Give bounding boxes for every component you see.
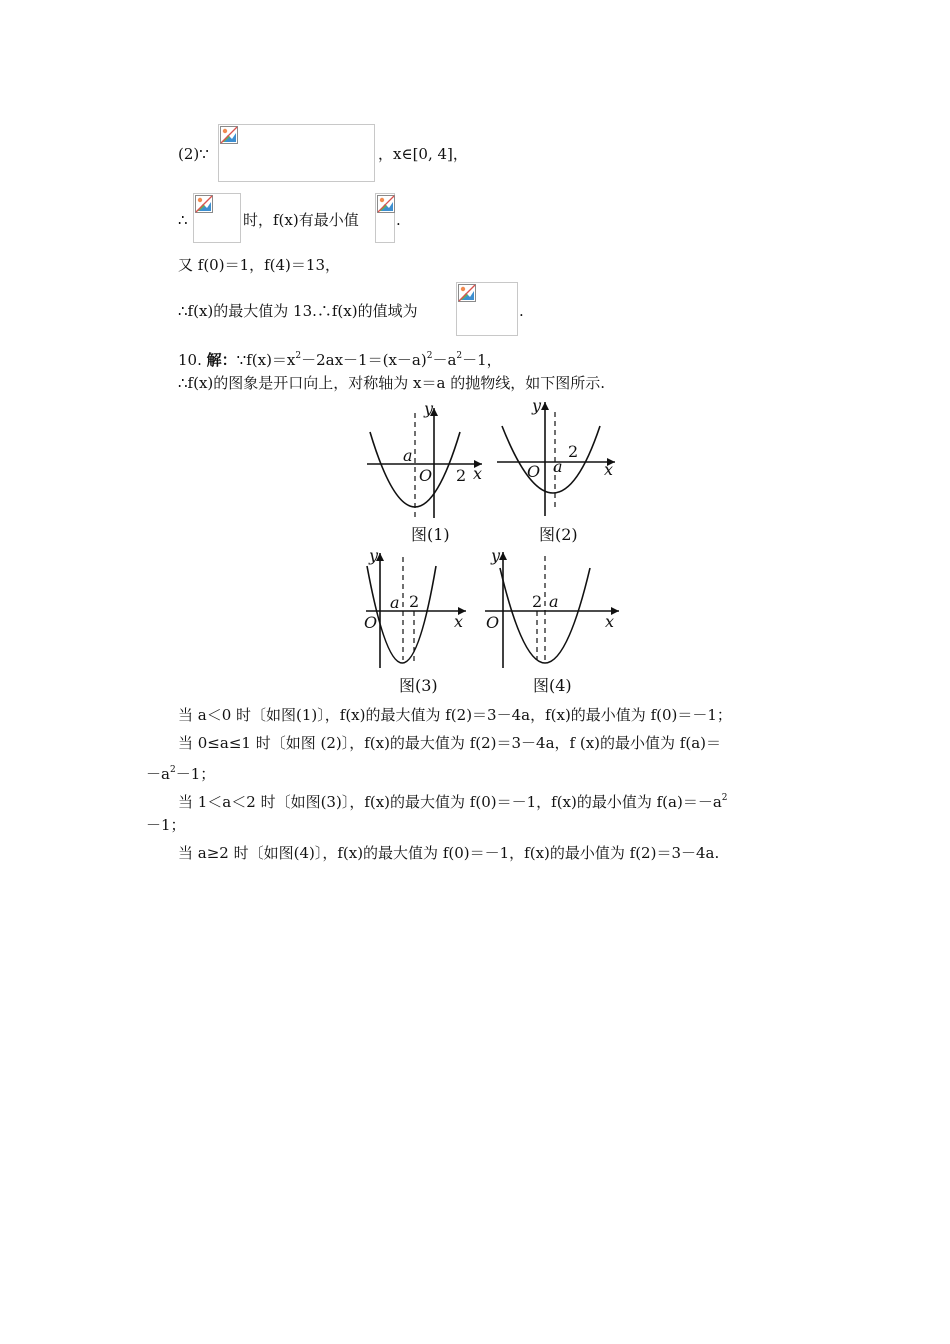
fig3-two-label: 2 [409, 592, 420, 611]
fig4-two-label: 2 [532, 592, 543, 611]
fig1-origin-label: O [419, 466, 433, 485]
fig2-origin-label: O [527, 462, 541, 481]
fig2-parabola [502, 426, 600, 493]
part2-line2-text: 时，f(x)有最小值 [243, 211, 359, 229]
q10-eq-a: ∵f(x)＝x [236, 351, 296, 369]
fig2-x-label: x [604, 460, 614, 479]
fig1-y-label: y [424, 399, 434, 418]
part2-label: (2)∵ [178, 145, 209, 163]
case-4: 当 a≥2 时〔如图(4)〕，f(x)的最大值为 f(0)＝－1，f(x)的最小值为 f(2)＝3－4a. [178, 844, 720, 862]
part2-line2-end: . [396, 211, 401, 229]
fig4-x-label: x [605, 612, 615, 631]
fig3-x-label: x [454, 612, 464, 631]
fig3-origin-label: O [364, 613, 378, 632]
q10-eq-b: －2ax－1＝(x－a) [301, 351, 427, 369]
fig1-a-label: a [403, 446, 413, 465]
figure-1 [367, 408, 482, 518]
part2-line3: 又 f(0)＝1，f(4)＝13， [178, 256, 340, 274]
part2-line4: ∴f(x)的最大值为 13.∴f(x)的值域为 [178, 302, 418, 320]
case-3-text: 当 1＜a＜2 时〔如图(3)〕，f(x)的最大值为 f(0)＝－1，f(x)的最小值为 f(a)＝－a [178, 793, 722, 811]
fig3-y-label: y [369, 546, 379, 565]
q10-sq-1: 2 [295, 351, 302, 361]
fig4-origin-label: O [486, 613, 500, 632]
q10-eq-d: －1， [462, 351, 502, 369]
fig1-x-label: x [473, 464, 483, 483]
q10-line2: ∴f(x)的图象是开口向上，对称轴为 x＝a 的抛物线，如下图所示. [178, 374, 605, 392]
case-2-neg-a: －a [146, 765, 170, 783]
q10-number: 10. [178, 351, 202, 369]
fig1-two-label: 2 [456, 466, 467, 485]
case-1: 当 a＜0 时〔如图(1)〕，f(x)的最大值为 f(2)＝3－4a，f(x)的最小值为 f(0)＝－1； [178, 706, 732, 724]
fig2-y-label: y [532, 396, 542, 415]
case-2-sq: 2 [169, 765, 176, 775]
case-2-line1: 当 0≤a≤1 时〔如图 (2)〕，f(x)的最大值为 f(2)＝3－4a，f (x)的最小值为 f(a)＝ [178, 734, 721, 752]
fig3-a-label: a [390, 593, 400, 612]
q10-solve-label: 解： [206, 351, 237, 369]
fig3-caption: 图(3) [399, 676, 438, 695]
case-2-tail: －1； [175, 765, 216, 783]
fig4-a-label: a [549, 592, 559, 611]
case-2-line2 [146, 760, 215, 784]
q10-eq-c: －a [432, 351, 457, 369]
case-3-line2: －1； [146, 816, 186, 834]
q10-sq-3: 2 [456, 351, 463, 361]
part2-line4-end: . [519, 302, 524, 320]
fig4-caption: 图(4) [533, 676, 572, 695]
case-3-sq: 2 [721, 793, 728, 803]
fig2-a-label: a [553, 457, 563, 476]
fig1-caption: 图(1) [411, 525, 450, 544]
part2-domain: ，x∈[0, 4]， [378, 145, 468, 163]
fig2-two-label: 2 [568, 442, 579, 461]
fig4-y-arrow [499, 552, 507, 560]
fig2-y-arrow [541, 402, 549, 410]
part2-line2-prefix: ∴ [178, 211, 188, 229]
q10-sq-2: 2 [426, 351, 433, 361]
case-3-line1 [178, 788, 728, 812]
fig4-y-label: y [491, 546, 501, 565]
fig2-caption: 图(2) [539, 525, 578, 544]
fig3-parabola [367, 566, 436, 663]
